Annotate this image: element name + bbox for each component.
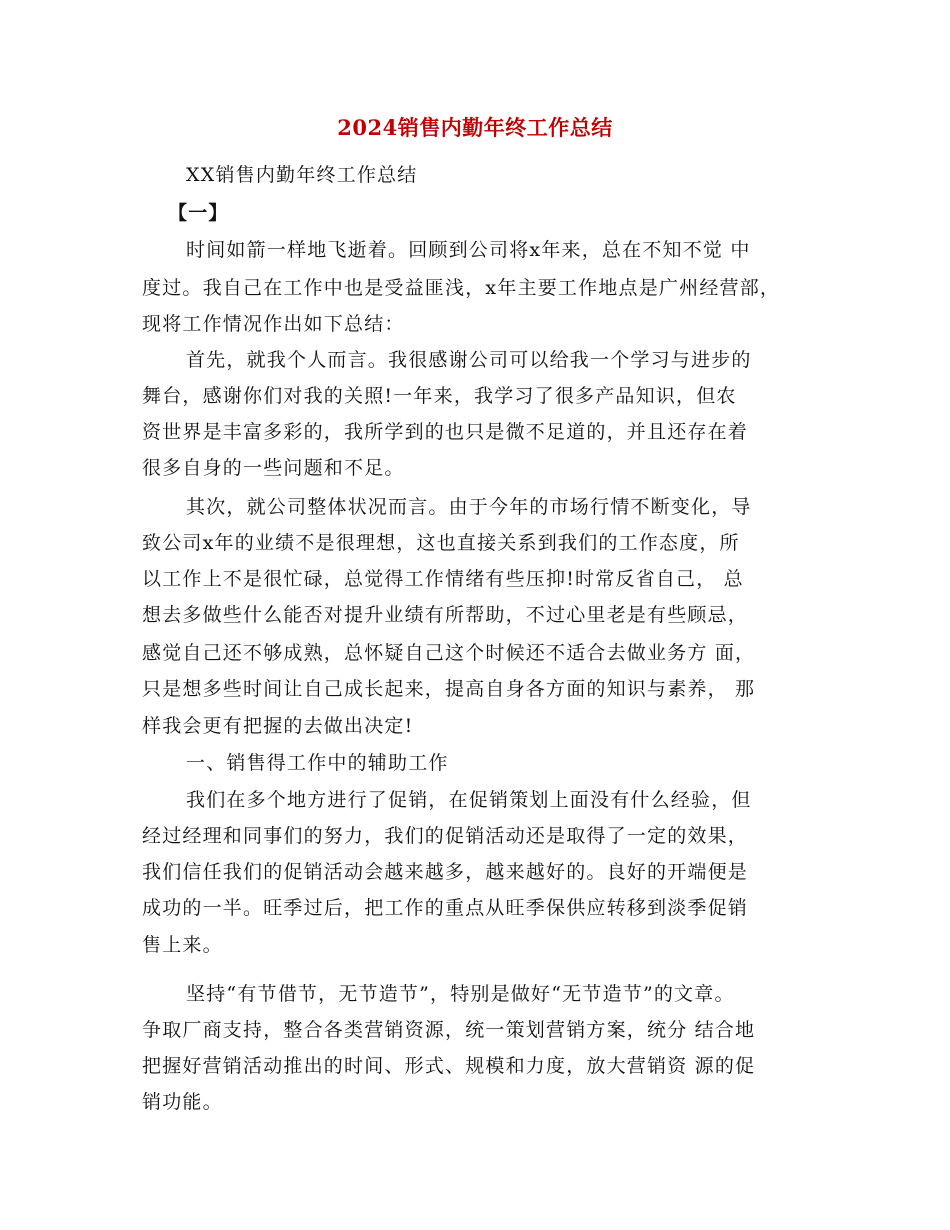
paragraph-line: 想去多做些什么能否对提升业绩有所帮助，不过心里老是有些顾忌， <box>142 604 749 626</box>
paragraph-line: 首先，就我个人而言。我很感谢公司可以给我一个学习与进步的 <box>186 349 752 371</box>
paragraph-line: 度过。我自己在工作中也是受益匪浅，x年主要工作地点是广州经营部， <box>142 277 781 299</box>
paragraph-line: 争取厂商支持，整合各类营销资源，统一策划营销方案，统分 结合地 <box>142 1019 756 1041</box>
paragraph-line: 现将工作情况作出如下总结： <box>142 313 405 335</box>
section-heading: 一、销售得工作中的辅助工作 <box>186 752 449 774</box>
paragraph-line: 资世界是丰富多彩的，我所学到的也只是微不足道的，并且还存在着 <box>142 421 749 443</box>
document-title: 2024销售内勤年终工作总结 <box>337 115 613 140</box>
paragraph-line: 舞台，感谢你们对我的关照!一年来，我学习了很多产品知识，但农 <box>142 385 737 407</box>
paragraph-line: 坚持“有节借节，无节造节”，特别是做好“无节造节”的文章。 <box>186 983 735 1005</box>
paragraph-line: 售上来。 <box>142 934 223 956</box>
paragraph-line: 时间如箭一样地飞逝着。回顾到公司将x年来，总在不知不觉 中 <box>186 239 751 261</box>
paragraph-line: 我们在多个地方进行了促销，在促销策划上面没有什么经验，但 <box>186 789 752 811</box>
paragraph-line: 只是想多些时间让自己成长起来，提高自身各方面的知识与素养， 那 <box>142 678 756 700</box>
paragraph-line: 很多自身的一些问题和不足。 <box>142 457 405 479</box>
paragraph-line: 样我会更有把握的去做出决定! <box>142 715 414 737</box>
paragraph-line: 我们信任我们的促销活动会越来越多，越来越好的。良好的开端便是 <box>142 861 749 883</box>
paragraph-line: 把握好营销活动推出的时间、形式、规模和力度，放大营销资 源的促 <box>142 1055 756 1077</box>
paragraph-line: 其次，就公司整体状况而言。由于今年的市场行情不断变化，导 <box>186 496 752 518</box>
paragraph-line: 经过经理和同事们的努力，我们的促销活动还是取得了一定的效果， <box>142 825 749 847</box>
paragraph-line: 销功能。 <box>142 1091 223 1113</box>
paragraph-line: 以工作上不是很忙碌，总觉得工作情绪有些压抑!时常反省自己， 总 <box>142 568 744 590</box>
paragraph-line: 感觉自己还不够成熟，总怀疑自己这个时候还不适合去做业务方 面， <box>142 642 756 664</box>
paragraph-line: 成功的一半。旺季过后，把工作的重点从旺季保供应转移到淡季促销 <box>142 897 749 919</box>
document-subtitle: XX销售内勤年终工作总结 <box>186 164 418 186</box>
section-marker: 【一】 <box>168 202 229 224</box>
paragraph-line: 致公司x年的业绩不是很理想，这也直接关系到我们的工作态度，所 <box>142 532 740 554</box>
